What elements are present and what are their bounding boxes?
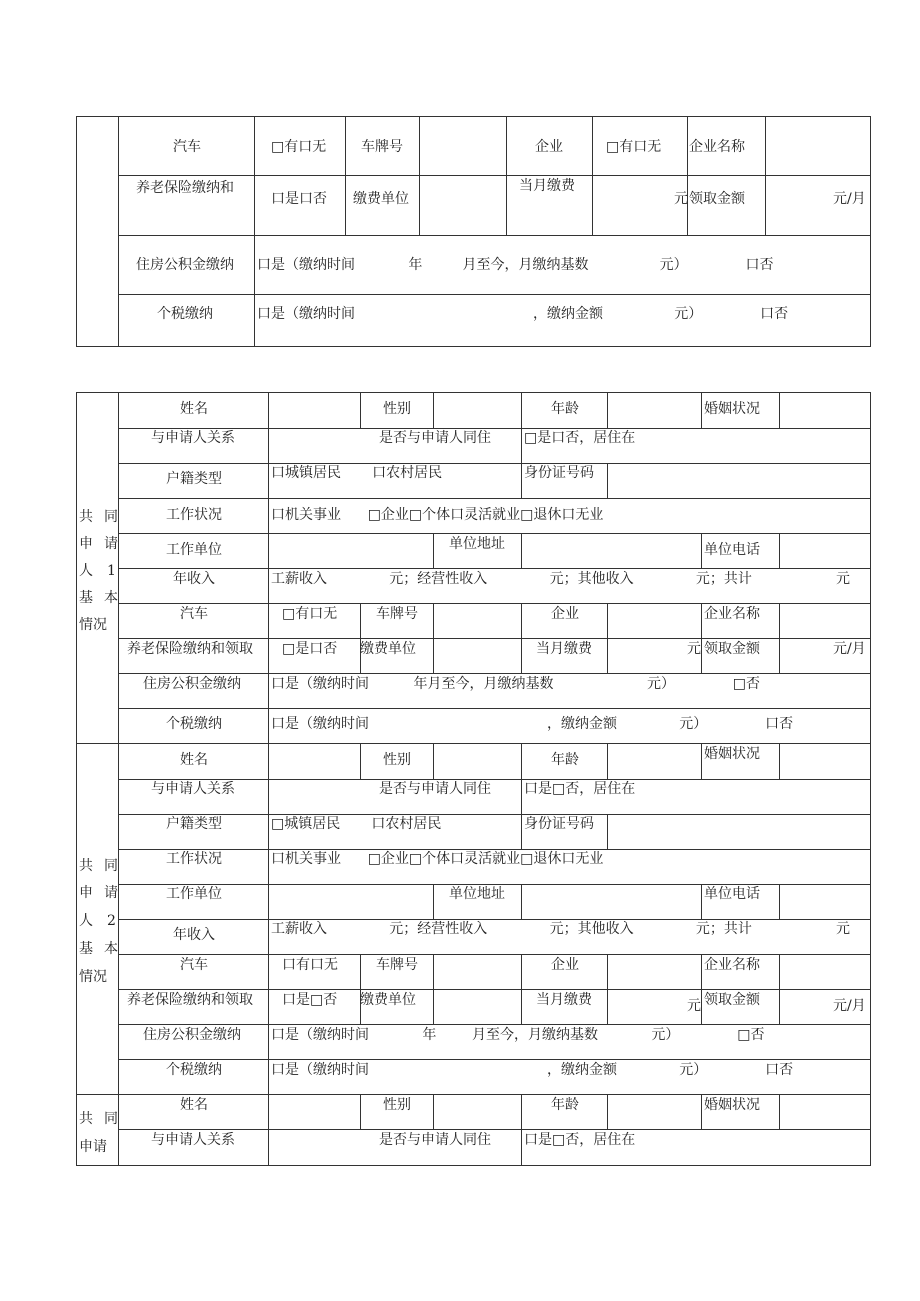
col-divider bbox=[521, 393, 522, 463]
row-divider bbox=[118, 463, 870, 464]
col-divider bbox=[521, 814, 522, 849]
col-divider bbox=[268, 393, 269, 463]
col-divider bbox=[765, 117, 766, 235]
car-label: 汽车 bbox=[180, 606, 208, 622]
name-label: 姓名 bbox=[180, 401, 208, 417]
row-divider bbox=[118, 954, 870, 955]
row-divider bbox=[118, 175, 871, 176]
housing-fund-label: 住房公积金缴纳 bbox=[136, 257, 234, 273]
income-text[interactable]: 工薪收入 元；经营性收入 元；其他收入 元；共计 bbox=[271, 571, 752, 587]
monthly-fee-label: 当月缴费 bbox=[536, 641, 592, 657]
housing-fund-text[interactable]: 口是（缴纳时间 年 月至今，月缴纳基数 元） 口否 bbox=[257, 257, 774, 273]
col-divider bbox=[607, 1094, 608, 1129]
yuan-unit: 元 bbox=[687, 998, 701, 1014]
id-number-label: 身份证号码 bbox=[524, 816, 594, 832]
name-label: 姓名 bbox=[180, 752, 208, 768]
income-total-yuan: 元 bbox=[836, 571, 850, 587]
row-divider bbox=[118, 428, 870, 429]
car-label: 汽车 bbox=[180, 957, 208, 973]
enterprise-label: 企业 bbox=[535, 139, 563, 155]
monthly-fee-label: 当月缴费 bbox=[536, 992, 592, 1008]
cohabit-option[interactable]: 口是□否，居住在 bbox=[524, 781, 636, 797]
marital-label: 婚姻状况 bbox=[704, 401, 760, 417]
work-unit-label: 工作单位 bbox=[166, 886, 222, 902]
tax-label: 个税缴纳 bbox=[166, 1062, 222, 1078]
col-divider bbox=[268, 673, 269, 743]
receive-amount-label: 领取金额 bbox=[689, 191, 745, 207]
col-divider bbox=[701, 393, 702, 428]
col-divider bbox=[254, 117, 255, 346]
housing-fund-label: 住房公积金缴纳 bbox=[143, 676, 241, 692]
row-divider bbox=[118, 814, 870, 815]
pension-label: 养老保险缴纳和 bbox=[136, 180, 234, 196]
row-divider bbox=[118, 884, 870, 885]
tax-text[interactable]: 口是（缴纳时间 ，缴纳金额 元） 口否 bbox=[257, 306, 789, 322]
col-divider bbox=[268, 743, 269, 814]
gender-label: 性别 bbox=[383, 401, 411, 417]
enterprise-label: 企业 bbox=[551, 957, 579, 973]
enterprise-label: 企业 bbox=[551, 606, 579, 622]
col-divider bbox=[701, 603, 702, 673]
relation-label: 与申请人关系 bbox=[151, 1132, 235, 1148]
annual-income-label: 年收入 bbox=[173, 571, 215, 587]
col-divider bbox=[607, 463, 608, 498]
co-applicant-table bbox=[76, 392, 871, 1166]
pension-label: 养老保险缴纳和领取 bbox=[127, 992, 253, 1008]
col-divider bbox=[360, 1094, 361, 1129]
col-divider bbox=[592, 117, 593, 235]
receive-amount-label: 领取金额 bbox=[704, 992, 760, 1008]
side-char: 人 bbox=[79, 563, 93, 579]
col-divider bbox=[521, 603, 522, 673]
row-divider bbox=[118, 1059, 870, 1060]
age-label: 年龄 bbox=[551, 1097, 579, 1113]
side-char: 2 bbox=[107, 913, 116, 929]
side-char: 同 bbox=[104, 509, 118, 525]
relation-label: 与申请人关系 bbox=[151, 781, 235, 797]
work-status-label: 工作状况 bbox=[166, 507, 222, 523]
cohabit-label: 是否与申请人同住 bbox=[379, 430, 491, 446]
pension-option[interactable]: 口是口否 bbox=[271, 191, 327, 207]
cohabit-option[interactable]: □是口否，居住在 bbox=[524, 430, 636, 446]
side-char: 申请 bbox=[79, 1139, 107, 1155]
side-char: 人 bbox=[79, 913, 93, 929]
unit-address-label: 单位地址 bbox=[449, 886, 505, 902]
col-divider bbox=[345, 117, 346, 235]
pay-unit-label: 缴费单位 bbox=[360, 641, 416, 657]
col-divider bbox=[779, 884, 780, 919]
col-divider bbox=[268, 533, 269, 568]
yuan-per-month: 元/月 bbox=[833, 641, 866, 657]
car-option[interactable]: □有口无 bbox=[282, 606, 338, 622]
enterprise-option[interactable]: □有口无 bbox=[606, 139, 662, 155]
unit-phone-label: 单位电话 bbox=[704, 886, 760, 902]
age-label: 年龄 bbox=[551, 752, 579, 768]
col-divider bbox=[779, 743, 780, 779]
tax-text[interactable]: 口是（缴纳时间 ，缴纳金额 元） 口否 bbox=[271, 1062, 794, 1078]
work-status-label: 工作状况 bbox=[166, 851, 222, 867]
housing-fund-label: 住房公积金缴纳 bbox=[143, 1027, 241, 1043]
unit-address-label: 单位地址 bbox=[449, 536, 505, 552]
row-divider bbox=[118, 673, 870, 674]
col-divider bbox=[607, 814, 608, 849]
marital-label: 婚姻状况 bbox=[704, 1097, 760, 1113]
gender-label: 性别 bbox=[383, 1097, 411, 1113]
enterprise-name-label: 企业名称 bbox=[704, 606, 760, 622]
cohabit-label: 是否与申请人同住 bbox=[379, 1132, 491, 1148]
col-divider bbox=[607, 954, 608, 1024]
col-divider bbox=[701, 884, 702, 919]
unit-phone-label: 单位电话 bbox=[704, 542, 760, 558]
col-divider bbox=[419, 117, 420, 235]
side-char: 本 bbox=[104, 590, 118, 606]
col-divider bbox=[268, 884, 269, 919]
hukou-options[interactable]: 口城镇居民 口农村居民 bbox=[271, 465, 443, 481]
col-divider bbox=[521, 884, 522, 919]
car-option[interactable]: □有口无 bbox=[271, 139, 327, 155]
work-unit-label: 工作单位 bbox=[166, 542, 222, 558]
col-divider bbox=[268, 463, 269, 498]
col-divider bbox=[701, 743, 702, 779]
cohabit-label: 是否与申请人同住 bbox=[379, 781, 491, 797]
col-divider bbox=[607, 743, 608, 779]
hukou-label: 户籍类型 bbox=[166, 471, 222, 487]
tax-label: 个税缴纳 bbox=[157, 306, 213, 322]
row-divider bbox=[118, 638, 870, 639]
col-divider bbox=[268, 954, 269, 1024]
marital-label: 婚姻状况 bbox=[704, 746, 760, 762]
col-divider bbox=[268, 814, 269, 849]
pension-option[interactable]: 口是□否 bbox=[282, 992, 338, 1008]
yuan-per-month: 元/月 bbox=[833, 998, 866, 1014]
side-char: 共 bbox=[79, 858, 93, 874]
col-divider bbox=[607, 393, 608, 428]
row-divider bbox=[118, 1024, 870, 1025]
col-divider bbox=[521, 743, 522, 814]
row-divider bbox=[118, 779, 870, 780]
plate-label: 车牌号 bbox=[361, 139, 403, 155]
section-divider bbox=[77, 1094, 870, 1095]
receive-amount-label: 领取金额 bbox=[704, 641, 760, 657]
side-char: 情况 bbox=[79, 617, 107, 633]
col-divider bbox=[268, 603, 269, 673]
row-divider bbox=[118, 849, 870, 850]
row-divider bbox=[118, 568, 870, 569]
col-divider bbox=[506, 117, 507, 235]
col-divider bbox=[779, 533, 780, 568]
col-divider bbox=[268, 1024, 269, 1094]
pension-option[interactable]: □是口否 bbox=[282, 641, 338, 657]
col-divider bbox=[521, 533, 522, 568]
col-divider bbox=[268, 1094, 269, 1165]
side-char: 基 bbox=[79, 590, 93, 606]
pension-label: 养老保险缴纳和领取 bbox=[127, 641, 253, 657]
income-text[interactable]: 工薪收入 元；经营性收入 元；其他收入 元；共计 bbox=[271, 921, 752, 937]
col-divider bbox=[779, 393, 780, 428]
plate-label: 车牌号 bbox=[376, 606, 418, 622]
col-divider bbox=[433, 533, 434, 568]
pay-unit-label: 缴费单位 bbox=[353, 191, 409, 207]
row-divider bbox=[118, 708, 870, 709]
col-divider bbox=[779, 1094, 780, 1129]
side-char: 请 bbox=[104, 885, 118, 901]
row-divider bbox=[118, 989, 870, 990]
tax-label: 个税缴纳 bbox=[166, 716, 222, 732]
housing-fund-text[interactable]: 口是（缴纳时间 年 月至今，月缴纳基数 元） □否 bbox=[271, 1027, 765, 1043]
row-divider bbox=[118, 919, 870, 920]
row-divider bbox=[118, 603, 870, 604]
col-divider bbox=[360, 954, 361, 1024]
section-divider bbox=[77, 743, 870, 744]
col-divider bbox=[268, 849, 269, 884]
cohabit-option[interactable]: 口是□否，居住在 bbox=[524, 1132, 636, 1148]
side-char: 1 bbox=[107, 563, 116, 579]
hukou-label: 户籍类型 bbox=[166, 816, 222, 832]
car-label: 汽车 bbox=[173, 139, 201, 155]
col-divider bbox=[701, 533, 702, 568]
col-divider bbox=[521, 954, 522, 1024]
col-divider bbox=[360, 393, 361, 428]
tax-text[interactable]: 口是（缴纳时间 ，缴纳金额 元） 口否 bbox=[271, 716, 794, 732]
col-divider bbox=[687, 117, 688, 235]
gender-label: 性别 bbox=[383, 752, 411, 768]
col-divider bbox=[433, 884, 434, 919]
col-divider bbox=[433, 1094, 434, 1129]
name-label: 姓名 bbox=[180, 1097, 208, 1113]
side-char: 请 bbox=[104, 536, 118, 552]
row-divider bbox=[118, 294, 871, 295]
col-divider bbox=[433, 603, 434, 673]
side-char: 基 bbox=[79, 941, 93, 957]
side-char: 情况 bbox=[79, 969, 107, 985]
side-char: 同 bbox=[104, 1111, 118, 1127]
col-divider bbox=[433, 393, 434, 428]
enterprise-name-label: 企业名称 bbox=[704, 957, 760, 973]
income-total-yuan: 元 bbox=[836, 921, 850, 937]
top-info-table bbox=[76, 116, 871, 347]
row-divider bbox=[118, 533, 870, 534]
row-divider bbox=[118, 235, 871, 236]
id-number-label: 身份证号码 bbox=[524, 465, 594, 481]
col-divider bbox=[779, 954, 780, 1024]
col-divider bbox=[779, 603, 780, 673]
side-char: 申 bbox=[79, 536, 93, 552]
yuan-unit: 元 bbox=[687, 641, 701, 657]
hukou-options[interactable]: □城镇居民 口农村居民 bbox=[271, 816, 442, 832]
work-status-options[interactable]: 口机关事业 □企业□个体口灵活就业□退休口无业 bbox=[271, 507, 604, 523]
row-divider bbox=[118, 1129, 870, 1130]
col-divider bbox=[433, 743, 434, 779]
pay-unit-label: 缴费单位 bbox=[360, 992, 416, 1008]
side-char: 共 bbox=[79, 1111, 93, 1127]
age-label: 年龄 bbox=[551, 401, 579, 417]
col-divider bbox=[360, 743, 361, 779]
row-divider bbox=[118, 498, 870, 499]
monthly-fee-label: 当月缴费 bbox=[519, 178, 575, 194]
side-char: 同 bbox=[104, 858, 118, 874]
side-char: 申 bbox=[79, 885, 93, 901]
side-char: 本 bbox=[104, 941, 118, 957]
yuan-unit: 元 bbox=[674, 191, 688, 207]
col-divider bbox=[268, 498, 269, 533]
col-divider bbox=[118, 117, 119, 346]
col-divider bbox=[521, 463, 522, 498]
col-divider bbox=[521, 1094, 522, 1165]
relation-label: 与申请人关系 bbox=[151, 430, 235, 446]
housing-fund-text[interactable]: 口是（缴纳时间 年月至今，月缴纳基数 元） □否 bbox=[271, 676, 761, 692]
yuan-per-month: 元/月 bbox=[833, 191, 866, 207]
annual-income-label: 年收入 bbox=[173, 927, 215, 943]
col-divider bbox=[360, 603, 361, 673]
work-status-options[interactable]: 口机关事业 □企业□个体口灵活就业□退休口无业 bbox=[271, 851, 604, 867]
col-divider bbox=[701, 954, 702, 1024]
enterprise-name-label: 企业名称 bbox=[689, 139, 745, 155]
plate-label: 车牌号 bbox=[376, 957, 418, 973]
side-char: 共 bbox=[79, 509, 93, 525]
col-divider bbox=[701, 1094, 702, 1129]
car-option[interactable]: 口有口无 bbox=[282, 957, 338, 973]
col-divider bbox=[433, 954, 434, 1024]
col-divider bbox=[607, 603, 608, 673]
col-divider bbox=[268, 568, 269, 603]
col-divider bbox=[268, 919, 269, 954]
